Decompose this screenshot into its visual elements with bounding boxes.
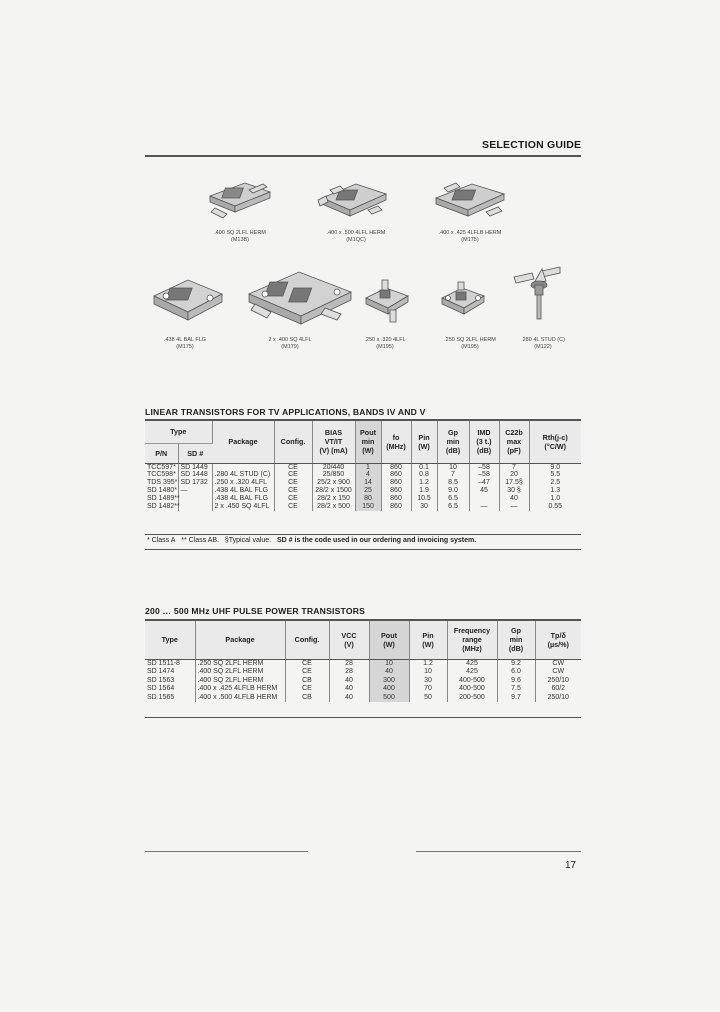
cell-gp: 8.5 xyxy=(437,479,469,487)
cell-package: .250 x .320 4LFL xyxy=(212,479,274,487)
package-image-m175b xyxy=(150,272,225,332)
cell-bias: 20/440 xyxy=(312,463,355,471)
table1-footnote: * Class A ** Class AB. §Typical value. SD # is the code used in our ordering and invoicing system. xyxy=(147,537,477,544)
cell-pn: SD 1480* xyxy=(147,487,177,495)
package-image-m1qc xyxy=(316,178,391,228)
cell-tp: 250/10 xyxy=(547,676,569,684)
cell-sd: SD 1449 xyxy=(178,463,212,471)
cell-pout: 400 xyxy=(369,685,409,694)
cell-type: SD 1563 xyxy=(145,676,195,685)
cell-rth: 2.5 xyxy=(550,479,561,487)
cell-rth: 5.5 xyxy=(550,471,561,479)
col-type: Type xyxy=(145,621,195,659)
cell-pn: TCC598* xyxy=(145,471,178,479)
cell-pout: 4 xyxy=(355,471,381,479)
col-config: Config. xyxy=(285,621,329,659)
cell-bias: 25/850 xyxy=(312,471,355,479)
cell-pout: 300 xyxy=(369,676,409,685)
cell-pn: TDS 395* xyxy=(147,479,178,487)
cell-config: CE xyxy=(285,659,329,668)
cell-bias: 28/2 x 500 xyxy=(312,503,355,511)
table-row xyxy=(145,693,581,702)
cell-gp: 10 xyxy=(437,463,469,471)
col-pin: Pin (W) xyxy=(409,621,447,659)
cell-pin: 0.1 xyxy=(411,463,437,471)
table-uhf-pulse xyxy=(145,621,581,702)
cell-freq: 200-500 xyxy=(447,693,497,702)
cell-pout: 10 xyxy=(369,659,409,668)
cell-c22b: 30 § xyxy=(499,487,529,495)
cell-gp: 9.2 xyxy=(497,659,535,668)
col-package: Package xyxy=(212,421,274,463)
col-type: Type xyxy=(145,421,212,443)
table1-title: LINEAR TRANSISTORS FOR TV APPLICATIONS, BANDS IV AND V xyxy=(145,407,426,417)
col-pn: P/N xyxy=(145,443,178,463)
cell-pin: 30 xyxy=(409,676,447,685)
cell-c22b: 17.5§ xyxy=(499,479,529,487)
package-image-m195a xyxy=(362,276,412,326)
cell-pin: 1.9 xyxy=(411,487,437,495)
cell-config: CE xyxy=(285,668,329,677)
footer-rule-right xyxy=(416,851,581,852)
cell-c22b: 20 xyxy=(499,471,529,479)
cell-fo: 860 xyxy=(381,503,411,511)
cell-config: CE xyxy=(274,503,312,511)
cell-type: SD 1474 xyxy=(145,668,195,677)
package-caption: .400 x .500 4LFL HERM (M1QC) xyxy=(326,230,386,243)
cell-pn: SD 1489** xyxy=(147,495,180,503)
page-number: 17 xyxy=(565,860,577,871)
cell-config: CE xyxy=(274,463,312,471)
cell-vcc: 40 xyxy=(329,685,369,694)
cell-freq: 425 xyxy=(447,668,497,677)
cell-vcc: 40 xyxy=(329,676,369,685)
cell-c22b: 7 xyxy=(499,463,529,471)
table-row xyxy=(145,668,581,677)
cell-sd: SD 1448 xyxy=(178,471,212,479)
footer-rule-left xyxy=(145,851,308,852)
cell-sd xyxy=(178,503,212,511)
cell-config: CE xyxy=(274,479,312,487)
cell-config: CB xyxy=(285,676,329,685)
table2-bottom-rule xyxy=(145,717,581,718)
cell-type: SD 1564 xyxy=(145,685,195,694)
package-caption: .400 x .425 4LFLB HERM (M175) xyxy=(438,230,502,243)
cell-tp: CW xyxy=(552,668,565,676)
cell-bias: 28/2 x 1500 xyxy=(312,487,355,495)
col-gp: Gp min (dB) xyxy=(437,421,469,463)
cell-pout: 80 xyxy=(355,495,381,503)
col-pout: Pout min (W) xyxy=(355,421,381,463)
cell-pin: 70 xyxy=(409,685,447,694)
cell-package: .400 x .425 4LFLB HERM xyxy=(195,685,285,694)
table-row xyxy=(145,495,581,503)
package-caption: .438 4L BAL FLG (M175) xyxy=(163,337,207,350)
cell-rth: 9.0 xyxy=(550,463,561,471)
package-caption: .400 SQ 2LFL HERM (M13B) xyxy=(214,230,266,243)
cell-bias: 25/2 x 900 xyxy=(312,479,355,487)
cell-tp: 60/2 xyxy=(551,685,566,693)
cell-imd: 45 xyxy=(469,487,499,495)
table1-footer-rule xyxy=(145,549,581,550)
cell-tp: 250/10 xyxy=(547,693,569,701)
cell-package: .400 SQ 2LFL HERM xyxy=(195,676,285,685)
cell-fo: 860 xyxy=(381,463,411,471)
cell-config: CE xyxy=(274,495,312,503)
cell-package: .438 4L BAL FLG xyxy=(212,487,274,495)
cell-fo: 860 xyxy=(381,487,411,495)
cell-c22b: — xyxy=(499,503,529,511)
cell-pin: 10.5 xyxy=(411,495,437,503)
cell-fo: 860 xyxy=(381,495,411,503)
header-rule xyxy=(145,155,581,157)
cell-pn: SD 1482** xyxy=(147,503,180,511)
cell-rth: 1.0 xyxy=(550,495,561,503)
cell-pin: 1.2 xyxy=(409,659,447,668)
cell-pn: TCC597* xyxy=(145,463,178,471)
cell-bias: 28/2 x 150 xyxy=(312,495,355,503)
cell-vcc: 40 xyxy=(329,693,369,702)
cell-fo: 860 xyxy=(381,471,411,479)
cell-sd: — xyxy=(178,487,212,495)
cell-freq: 400-500 xyxy=(447,676,497,685)
col-config: Config. xyxy=(274,421,312,463)
cell-package: .250 SQ 2LFL HERM xyxy=(195,659,285,668)
cell-gp: 9.7 xyxy=(497,693,535,702)
cell-type: SD 1565 xyxy=(145,693,195,702)
cell-fo: 860 xyxy=(381,479,411,487)
col-vcc: VCC (V) xyxy=(329,621,369,659)
cell-imd: –58 xyxy=(469,463,499,471)
cell-config: CE xyxy=(274,471,312,479)
table2-title: 200 … 500 MHz UHF PULSE POWER TRANSISTORS xyxy=(145,606,366,616)
table-row xyxy=(145,479,581,487)
cell-pout: 1 xyxy=(355,463,381,471)
cell-package: .400 x .500 4LFLB HERM xyxy=(195,693,285,702)
cell-gp: 6.5 xyxy=(437,495,469,503)
cell-pin: 30 xyxy=(411,503,437,511)
cell-gp: 6.0 xyxy=(497,668,535,677)
package-image-m195b xyxy=(438,276,488,326)
cell-package: 2 x .450 SQ 4LFL xyxy=(212,503,274,511)
cell-gp: 9.0 xyxy=(437,487,469,495)
col-fo: fo (MHz) xyxy=(381,421,411,463)
col-bias: BIAS VT/IT (V) (mA) xyxy=(312,421,355,463)
package-caption: .280 4L STUD (C) (M122) xyxy=(521,337,565,350)
col-package: Package xyxy=(195,621,285,659)
cell-gp: 7.5 xyxy=(497,685,535,694)
package-caption: .250 SQ 2LFL HERM (M195) xyxy=(444,337,496,350)
package-image-m13b xyxy=(205,178,275,228)
cell-freq: 400-500 xyxy=(447,685,497,694)
col-pin: Pin (W) xyxy=(411,421,437,463)
col-pout: Pout (W) xyxy=(369,621,409,659)
table-linear-tv xyxy=(145,421,581,511)
table-row xyxy=(145,685,581,694)
package-caption: .250 x .320 4LFL (M195) xyxy=(364,337,406,350)
cell-gp: 7 xyxy=(437,471,469,479)
cell-sd xyxy=(178,495,212,503)
table-row xyxy=(145,487,581,495)
table-row xyxy=(145,676,581,685)
cell-pout: 25 xyxy=(355,487,381,495)
col-rth: Rth(j-c) (°C/W) xyxy=(529,421,581,463)
cell-package xyxy=(212,463,274,471)
page-title: SELECTION GUIDE xyxy=(482,139,582,151)
cell-imd: –58 xyxy=(469,471,499,479)
table-row xyxy=(145,503,581,511)
col-gp: Gp min (dB) xyxy=(497,621,535,659)
cell-config: CB xyxy=(285,693,329,702)
cell-imd: –47 xyxy=(469,479,499,487)
cell-sd: SD 1732 xyxy=(178,479,212,487)
cell-imd: — xyxy=(469,503,499,511)
cell-c22b: 40 xyxy=(499,495,529,503)
col-freq: Frequency range (MHz) xyxy=(447,621,497,659)
cell-imd xyxy=(469,495,499,503)
cell-pout: 14 xyxy=(355,479,381,487)
cell-rth: 1.3 xyxy=(550,487,561,495)
col-imd: IMD (3 t.) (dB) xyxy=(469,421,499,463)
table-row xyxy=(145,463,581,471)
package-caption: 2 x .400 SQ 4LFL (M179) xyxy=(268,337,312,350)
table-row xyxy=(145,471,581,479)
cell-config: CE xyxy=(285,685,329,694)
package-image-m122 xyxy=(512,265,562,329)
cell-tp: CW xyxy=(552,659,565,667)
cell-pout: 40 xyxy=(369,668,409,677)
cell-freq: 425 xyxy=(447,659,497,668)
col-tp: Tp/δ (µs/%) xyxy=(535,621,581,659)
cell-config: CE xyxy=(274,487,312,495)
package-image-m175a xyxy=(430,178,510,228)
cell-package: .280 4L STUD (C) xyxy=(212,471,274,479)
cell-gp: 6.5 xyxy=(437,503,469,511)
cell-rth: 0.55 xyxy=(548,503,563,511)
table1-bottom-rule xyxy=(145,534,581,535)
cell-type: SD 1511-8 xyxy=(145,659,195,668)
cell-pout: 150 xyxy=(355,503,381,511)
cell-pin: 10 xyxy=(409,668,447,677)
cell-package: .438 4L BAL FLG xyxy=(212,495,274,503)
table-row xyxy=(145,659,581,668)
cell-pin: 0.8 xyxy=(411,471,437,479)
col-c22b: C22b max (pF) xyxy=(499,421,529,463)
cell-pin: 1.2 xyxy=(411,479,437,487)
cell-pin: 50 xyxy=(409,693,447,702)
package-image-m179 xyxy=(245,268,355,334)
cell-vcc: 28 xyxy=(329,659,369,668)
cell-package: .400 SQ 2LFL HERM xyxy=(195,668,285,677)
col-sd: SD # xyxy=(178,443,212,463)
cell-vcc: 28 xyxy=(329,668,369,677)
cell-pout: 500 xyxy=(369,693,409,702)
cell-gp: 9.6 xyxy=(497,676,535,685)
